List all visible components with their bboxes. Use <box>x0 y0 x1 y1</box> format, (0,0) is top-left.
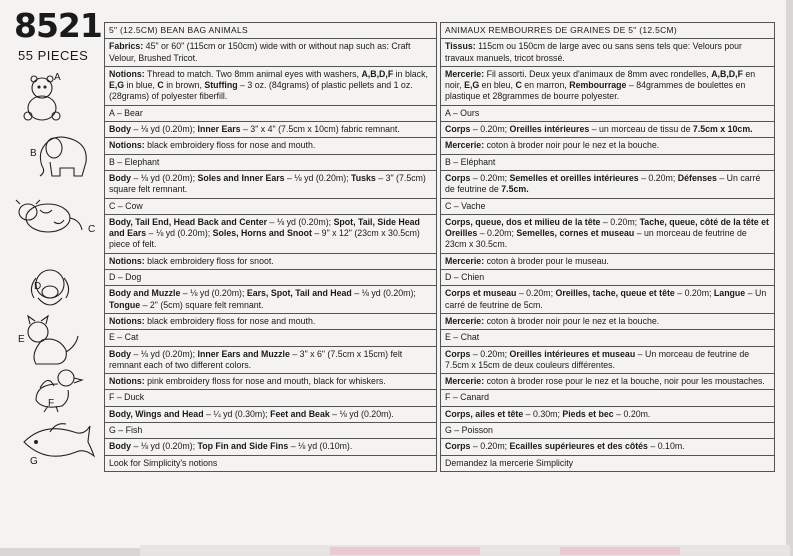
section-line: Corps, ailes et tête – 0.30m; Pieds et bec – 0.20m. <box>441 407 774 423</box>
english-fabrics: Fabrics: 45" or 60" (115cm or 150cm) wide with or without nap such as: Craft Velour, Brushed Tricot. <box>105 39 436 67</box>
animal-label-b: B <box>30 148 37 159</box>
section-heading: G – Fish <box>105 423 436 439</box>
section-line: Notions: pink embroidery floss for nose and mouth, black for whiskers. <box>105 374 436 390</box>
animal-label-d: D <box>34 281 42 292</box>
section-heading: C – Vache <box>441 199 774 215</box>
section-line: Corps, queue, dos et milieu de la tête – 0.20m; Tache, queue, côté de la tête et Oreilles – 0.20m; Semelles, cornes et museau – un morceau de feutrine de 23cm x 30.5cm. <box>441 215 774 254</box>
french-mercerie: Mercerie: Fil assorti. Deux yeux d'animaux de 8mm avec rondelles, A,B,D,F en noir, E,G en bleu, C en marron, Rembourrage – 84grammes de boulettes en plastique et 28grammes de bourre polyester. <box>441 67 774 106</box>
section-line: Body – ⅛ yd (0.20m); Inner Ears – 3" x 4" (7.5cm x 10cm) fabric remnant. <box>105 122 436 138</box>
piece-count: 55 PIECES <box>18 48 89 63</box>
english-footer: Look for Simplicity's notions <box>105 456 436 472</box>
french-column <box>440 22 775 472</box>
section-line: Body, Tail End, Head Back and Center – ⅛ yd (0.20m); Spot, Tail, Side Head and Ears – ⅛ yd (0.20m); Soles, Horns and Snoot – 9" x 12" (23cm x 30.5cm) piece of felt. <box>105 215 436 254</box>
section-line: Notions: black embroidery floss for nose and mouth. <box>105 138 436 154</box>
section-line: Corps – 0.20m; Oreilles intérieures et museau – Un morceau de feutrine de 7.5cm x 15cm de deux couleurs différentes. <box>441 347 774 375</box>
section-heading: E – Chat <box>441 330 774 346</box>
section-heading: A – Ours <box>441 106 774 122</box>
section-line: Mercerie: coton à broder pour le museau. <box>441 254 774 270</box>
section-line: Mercerie: coton à broder noir pour le nez et la bouche. <box>441 314 774 330</box>
french-sections <box>441 106 774 456</box>
english-notions: Notions: Thread to match. Two 8mm animal eyes with washers, A,B,D,F in black, E,G in blue, C in brown, Stuffing – 3 oz. (84grams) of plastic pellets and 1 oz. (28grams) of polyester fiberfill. <box>105 67 436 106</box>
section-line: Body – ⅛ yd (0.20m); Top Fin and Side Fins – ⅛ yd (0.10m). <box>105 439 436 455</box>
section-line: Body and Muzzle – ⅛ yd (0.20m); Ears, Spot, Tail and Head – ⅛ yd (0.20m); Tongue – 2" (5cm) square felt remnant. <box>105 286 436 314</box>
section-line: Mercerie: coton à broder rose pour le nez et la bouche, noir pour les moustaches. <box>441 374 774 390</box>
website-strip-right <box>560 547 680 555</box>
section-heading: B – Eléphant <box>441 155 774 171</box>
section-line: Notions: black embroidery floss for nose and mouth. <box>105 314 436 330</box>
section-heading: B – Elephant <box>105 155 436 171</box>
duck-illustration <box>36 370 82 412</box>
section-line: Body – ⅛ yd (0.20m); Inner Ears and Muzzle – 3" x 6" (7.5cm x 15cm) felt remnant each of two different colors. <box>105 347 436 375</box>
elephant-illustration <box>40 137 86 176</box>
section-line: Body, Wings and Head – ¼ yd (0.30m); Feet and Beak – ⅛ yd (0.20m). <box>105 407 436 423</box>
section-heading: D – Dog <box>105 270 436 286</box>
section-line: Corps – 0.20m; Ecailles supérieures et des côtés – 0.10m. <box>441 439 774 455</box>
animal-label-e: E <box>18 334 25 345</box>
section-heading: G – Poisson <box>441 423 774 439</box>
french-tissus: Tissus: 115cm ou 150cm de large avec ou sans sens tels que: Velours pour travaux manuels, tricot brossé. <box>441 39 774 67</box>
section-line: Body – ⅛ yd (0.20m); Soles and Inner Ears – ⅛ yd (0.20m); Tusks – 3" (7.5cm) square felt remnant. <box>105 171 436 199</box>
cow-illustration <box>16 200 82 232</box>
english-sections <box>105 106 436 456</box>
animal-label-g: G <box>30 456 38 467</box>
english-column <box>104 22 437 472</box>
section-line: Mercerie: coton à broder noir pour le nez et la bouche. <box>441 138 774 154</box>
section-heading: F – Duck <box>105 390 436 406</box>
section-line: Corps – 0.20m; Semelles et oreilles intérieures – 0.20m; Défenses – Un carré de feutrine de 7.5cm. <box>441 171 774 199</box>
website-strip-left <box>330 547 480 555</box>
fish-illustration <box>24 424 94 457</box>
pattern-number: 8521 <box>14 6 102 45</box>
animal-label-a: A <box>54 72 61 83</box>
english-title: 5" (12.5CM) BEAN BAG ANIMALS <box>105 23 436 39</box>
section-heading: E – Cat <box>105 330 436 346</box>
section-heading: C – Cow <box>105 199 436 215</box>
cat-illustration <box>28 316 78 364</box>
animal-label-f: F <box>48 398 55 409</box>
animal-label-c: C <box>88 224 96 235</box>
section-line: Corps et museau – 0.20m; Oreilles, tache, queue et tête – 0.20m; Langue – Un carré de feutrine de 5cm. <box>441 286 774 314</box>
section-line: Corps – 0.20m; Oreilles intérieures – un morceau de tissu de 7.5cm x 10cm. <box>441 122 774 138</box>
section-heading: F – Canard <box>441 390 774 406</box>
section-line: Notions: black embroidery floss for snoot. <box>105 254 436 270</box>
section-heading: D – Chien <box>441 270 774 286</box>
french-title: ANIMAUX REMBOURRES DE GRAINES DE 5" (12.5CM) <box>441 23 774 39</box>
french-footer: Demandez la mercerie Simplicity <box>441 456 774 472</box>
section-heading: A – Bear <box>105 106 436 122</box>
